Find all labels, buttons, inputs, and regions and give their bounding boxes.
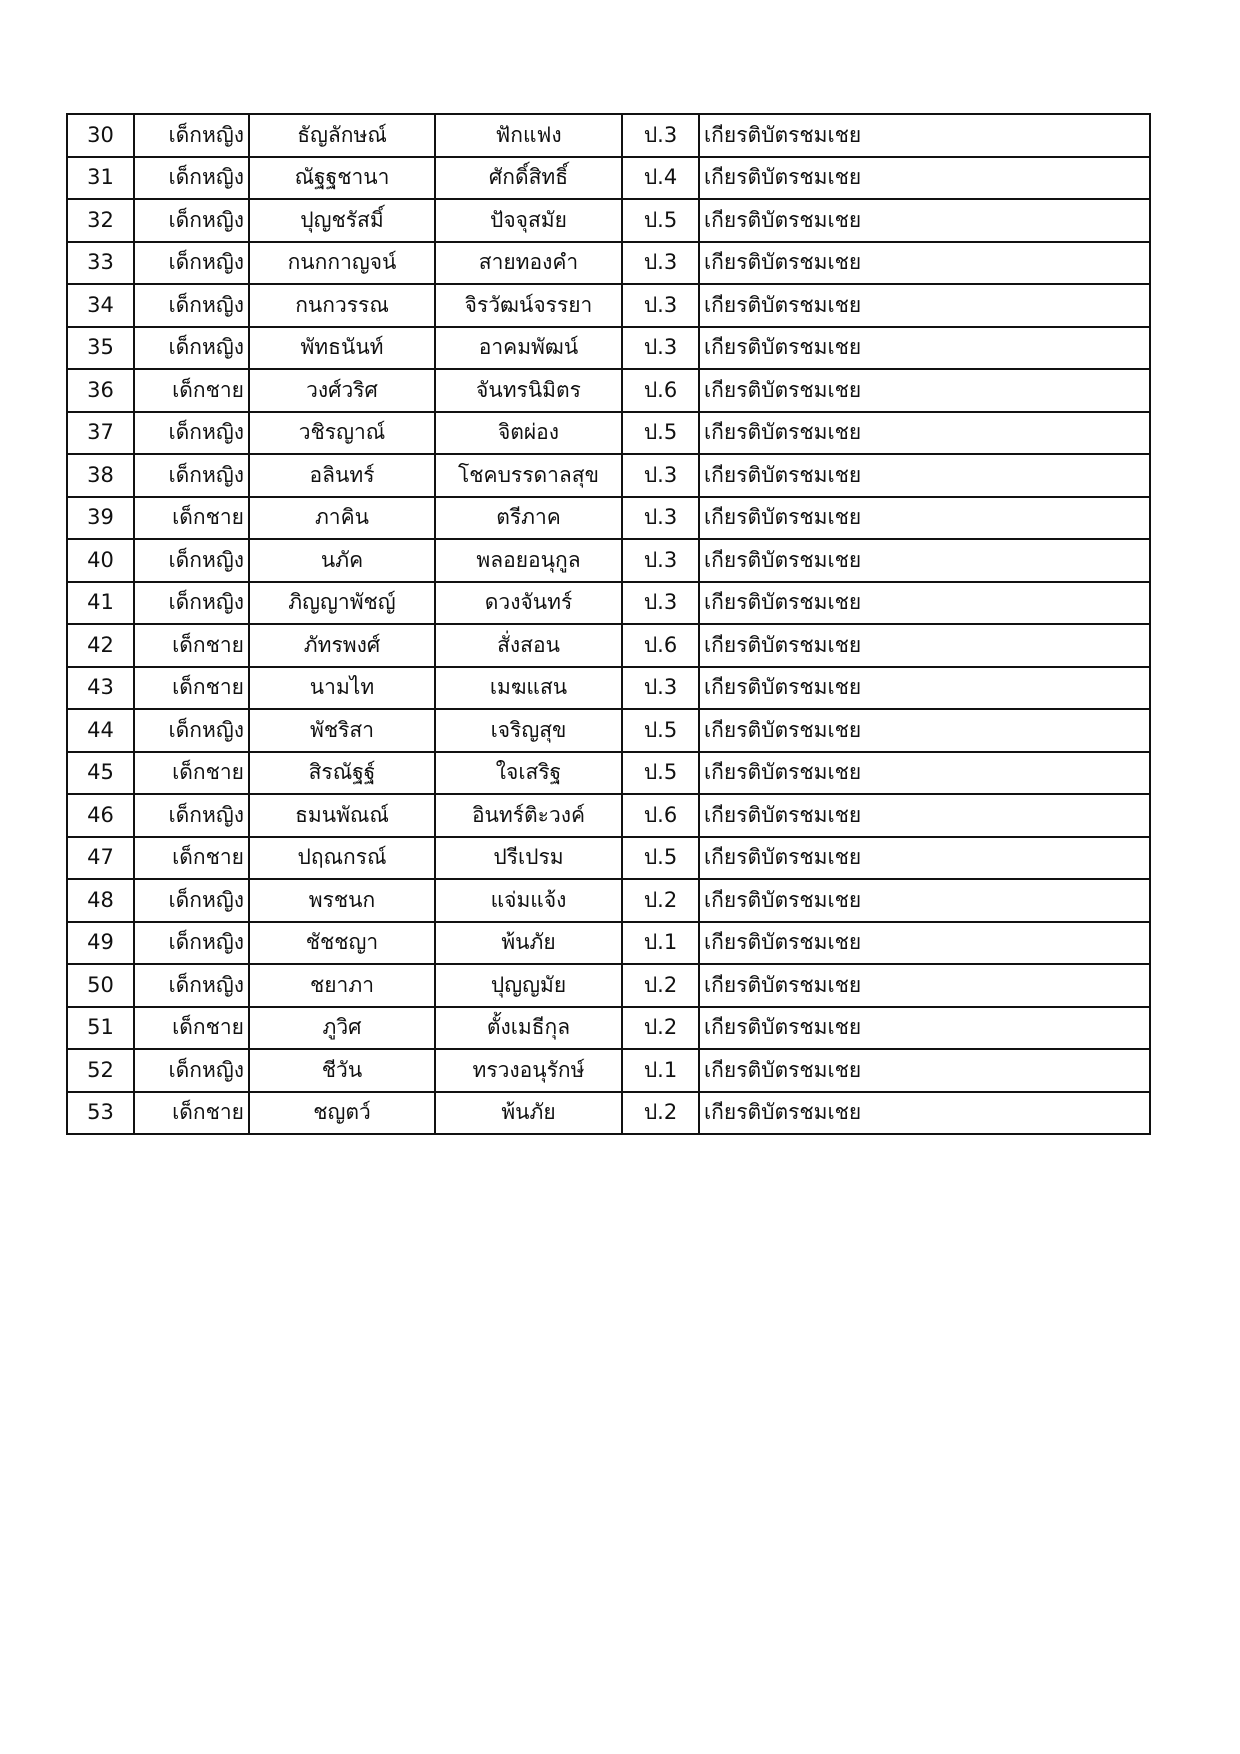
name-prefix: เด็กชาย: [134, 1092, 249, 1135]
first-name: พัทธนันท์: [249, 327, 435, 370]
table-row: [67, 1092, 1150, 1135]
last-name: สั่งสอน: [435, 624, 622, 667]
first-name: ชยาภา: [249, 964, 435, 1007]
first-name: กนกวรรณ: [249, 284, 435, 327]
row-number: 35: [67, 327, 134, 370]
row-number: 30: [67, 114, 134, 157]
table-row: [67, 624, 1150, 667]
grade-level: ป.2: [622, 1092, 699, 1135]
row-number: 50: [67, 964, 134, 1007]
table-row: [67, 922, 1150, 965]
row-number: 47: [67, 837, 134, 880]
first-name: ภูวิศ: [249, 1007, 435, 1050]
table-row: [67, 114, 1150, 157]
award-type: เกียรติบัตรชมเชย: [699, 922, 1150, 965]
name-prefix: เด็กหญิง: [134, 1049, 249, 1092]
award-type: เกียรติบัตรชมเชย: [699, 497, 1150, 540]
last-name: จันทรนิมิตร: [435, 369, 622, 412]
table-row: [67, 964, 1150, 1007]
last-name: ศักดิ์สิทธิ์: [435, 157, 622, 200]
row-number: 46: [67, 794, 134, 837]
row-number: 43: [67, 667, 134, 710]
table-row: [67, 454, 1150, 497]
last-name: เมฆแสน: [435, 667, 622, 710]
row-number: 41: [67, 582, 134, 625]
row-number: 31: [67, 157, 134, 200]
award-type: เกียรติบัตรชมเชย: [699, 199, 1150, 242]
first-name: นามไท: [249, 667, 435, 710]
first-name: ปฤณกรณ์: [249, 837, 435, 880]
grade-level: ป.5: [622, 709, 699, 752]
award-type: เกียรติบัตรชมเชย: [699, 1007, 1150, 1050]
table-row: [67, 709, 1150, 752]
first-name: ภัทรพงศ์: [249, 624, 435, 667]
name-prefix: เด็กชาย: [134, 624, 249, 667]
name-prefix: เด็กหญิง: [134, 922, 249, 965]
first-name: สิรณัฐฐ์: [249, 752, 435, 795]
last-name: ทรวงอนุรักษ์: [435, 1049, 622, 1092]
row-number: 38: [67, 454, 134, 497]
grade-level: ป.5: [622, 752, 699, 795]
row-number: 39: [67, 497, 134, 540]
table-row: [67, 539, 1150, 582]
grade-level: ป.4: [622, 157, 699, 200]
name-prefix: เด็กหญิง: [134, 964, 249, 1007]
first-name: พรชนก: [249, 879, 435, 922]
grade-level: ป.1: [622, 1049, 699, 1092]
award-type: เกียรติบัตรชมเชย: [699, 837, 1150, 880]
grade-level: ป.3: [622, 114, 699, 157]
grade-level: ป.5: [622, 199, 699, 242]
name-prefix: เด็กชาย: [134, 837, 249, 880]
last-name: จิตผ่อง: [435, 412, 622, 455]
row-number: 32: [67, 199, 134, 242]
grade-level: ป.3: [622, 539, 699, 582]
table-row: [67, 582, 1150, 625]
last-name: ใจเสริฐ: [435, 752, 622, 795]
row-number: 44: [67, 709, 134, 752]
award-type: เกียรติบัตรชมเชย: [699, 242, 1150, 285]
table-row: [67, 1049, 1150, 1092]
last-name: ดวงจันทร์: [435, 582, 622, 625]
award-list-body: [67, 114, 1150, 1134]
last-name: ปัจจุสมัย: [435, 199, 622, 242]
award-type: เกียรติบัตรชมเชย: [699, 752, 1150, 795]
table-row: [67, 879, 1150, 922]
award-type: เกียรติบัตรชมเชย: [699, 624, 1150, 667]
first-name: ธมนพัณณ์: [249, 794, 435, 837]
row-number: 42: [67, 624, 134, 667]
last-name: แจ่มแจ้ง: [435, 879, 622, 922]
last-name: อินทร์ติะวงค์: [435, 794, 622, 837]
first-name: วงศ์วริศ: [249, 369, 435, 412]
name-prefix: เด็กหญิง: [134, 199, 249, 242]
first-name: ธัญลักษณ์: [249, 114, 435, 157]
row-number: 40: [67, 539, 134, 582]
table-row: [67, 369, 1150, 412]
award-type: เกียรติบัตรชมเชย: [699, 794, 1150, 837]
name-prefix: เด็กหญิง: [134, 879, 249, 922]
table-row: [67, 157, 1150, 200]
award-type: เกียรติบัตรชมเชย: [699, 539, 1150, 582]
first-name: พัชริสา: [249, 709, 435, 752]
last-name: พ้นภัย: [435, 922, 622, 965]
first-name: ชญตว์: [249, 1092, 435, 1135]
name-prefix: เด็กหญิง: [134, 794, 249, 837]
name-prefix: เด็กหญิง: [134, 709, 249, 752]
last-name: พลอยอนุกูล: [435, 539, 622, 582]
first-name: ชัชชญา: [249, 922, 435, 965]
award-type: เกียรติบัตรชมเชย: [699, 369, 1150, 412]
name-prefix: เด็กชาย: [134, 1007, 249, 1050]
grade-level: ป.3: [622, 284, 699, 327]
table-row: [67, 752, 1150, 795]
last-name: สายทองคำ: [435, 242, 622, 285]
name-prefix: เด็กหญิง: [134, 242, 249, 285]
row-number: 51: [67, 1007, 134, 1050]
last-name: อาคมพัฒน์: [435, 327, 622, 370]
row-number: 48: [67, 879, 134, 922]
table-row: [67, 412, 1150, 455]
name-prefix: เด็กหญิง: [134, 327, 249, 370]
name-prefix: เด็กชาย: [134, 497, 249, 540]
table-row: [67, 1007, 1150, 1050]
name-prefix: เด็กหญิง: [134, 114, 249, 157]
row-number: 33: [67, 242, 134, 285]
first-name: ณัฐฐชานา: [249, 157, 435, 200]
grade-level: ป.3: [622, 454, 699, 497]
first-name: ชีวัน: [249, 1049, 435, 1092]
grade-level: ป.2: [622, 964, 699, 1007]
last-name: ฟักแฟง: [435, 114, 622, 157]
name-prefix: เด็กชาย: [134, 667, 249, 710]
last-name: ปรีเปรม: [435, 837, 622, 880]
name-prefix: เด็กหญิง: [134, 582, 249, 625]
award-list-table: [66, 113, 1151, 1135]
last-name: ตรีภาค: [435, 497, 622, 540]
last-name: โชคบรรดาลสุข: [435, 454, 622, 497]
first-name: อลินทร์: [249, 454, 435, 497]
first-name: ปุญชรัสมิ์: [249, 199, 435, 242]
award-type: เกียรติบัตรชมเชย: [699, 114, 1150, 157]
name-prefix: เด็กหญิง: [134, 284, 249, 327]
grade-level: ป.5: [622, 412, 699, 455]
row-number: 49: [67, 922, 134, 965]
row-number: 52: [67, 1049, 134, 1092]
grade-level: ป.3: [622, 327, 699, 370]
table-row: [67, 837, 1150, 880]
grade-level: ป.3: [622, 667, 699, 710]
table-row: [67, 284, 1150, 327]
row-number: 34: [67, 284, 134, 327]
last-name: ตั้งเมธีกุล: [435, 1007, 622, 1050]
row-number: 36: [67, 369, 134, 412]
award-type: เกียรติบัตรชมเชย: [699, 454, 1150, 497]
grade-level: ป.1: [622, 922, 699, 965]
grade-level: ป.6: [622, 369, 699, 412]
name-prefix: เด็กหญิง: [134, 454, 249, 497]
award-type: เกียรติบัตรชมเชย: [699, 709, 1150, 752]
grade-level: ป.3: [622, 497, 699, 540]
award-type: เกียรติบัตรชมเชย: [699, 157, 1150, 200]
award-type: เกียรติบัตรชมเชย: [699, 964, 1150, 1007]
award-type: เกียรติบัตรชมเชย: [699, 1049, 1150, 1092]
table-row: [67, 242, 1150, 285]
award-type: เกียรติบัตรชมเชย: [699, 667, 1150, 710]
first-name: กนกกาญจน์: [249, 242, 435, 285]
last-name: พ้นภัย: [435, 1092, 622, 1135]
first-name: นภัค: [249, 539, 435, 582]
row-number: 53: [67, 1092, 134, 1135]
first-name: วชิรญาณ์: [249, 412, 435, 455]
row-number: 45: [67, 752, 134, 795]
award-type: เกียรติบัตรชมเชย: [699, 1092, 1150, 1135]
name-prefix: เด็กหญิง: [134, 157, 249, 200]
grade-level: ป.3: [622, 582, 699, 625]
grade-level: ป.6: [622, 794, 699, 837]
first-name: ภาคิน: [249, 497, 435, 540]
table-row: [67, 667, 1150, 710]
grade-level: ป.6: [622, 624, 699, 667]
grade-level: ป.5: [622, 837, 699, 880]
last-name: ปุญญมัย: [435, 964, 622, 1007]
first-name: ภิญญาพัชญ์: [249, 582, 435, 625]
last-name: จิรวัฒน์จรรยา: [435, 284, 622, 327]
name-prefix: เด็กชาย: [134, 369, 249, 412]
last-name: เจริญสุข: [435, 709, 622, 752]
name-prefix: เด็กหญิง: [134, 539, 249, 582]
grade-level: ป.2: [622, 879, 699, 922]
row-number: 37: [67, 412, 134, 455]
table-row: [67, 199, 1150, 242]
award-type: เกียรติบัตรชมเชย: [699, 879, 1150, 922]
table-row: [67, 794, 1150, 837]
award-type: เกียรติบัตรชมเชย: [699, 412, 1150, 455]
name-prefix: เด็กชาย: [134, 752, 249, 795]
grade-level: ป.2: [622, 1007, 699, 1050]
name-prefix: เด็กหญิง: [134, 412, 249, 455]
award-type: เกียรติบัตรชมเชย: [699, 327, 1150, 370]
award-type: เกียรติบัตรชมเชย: [699, 284, 1150, 327]
award-type: เกียรติบัตรชมเชย: [699, 582, 1150, 625]
grade-level: ป.3: [622, 242, 699, 285]
table-row: [67, 327, 1150, 370]
table-row: [67, 497, 1150, 540]
